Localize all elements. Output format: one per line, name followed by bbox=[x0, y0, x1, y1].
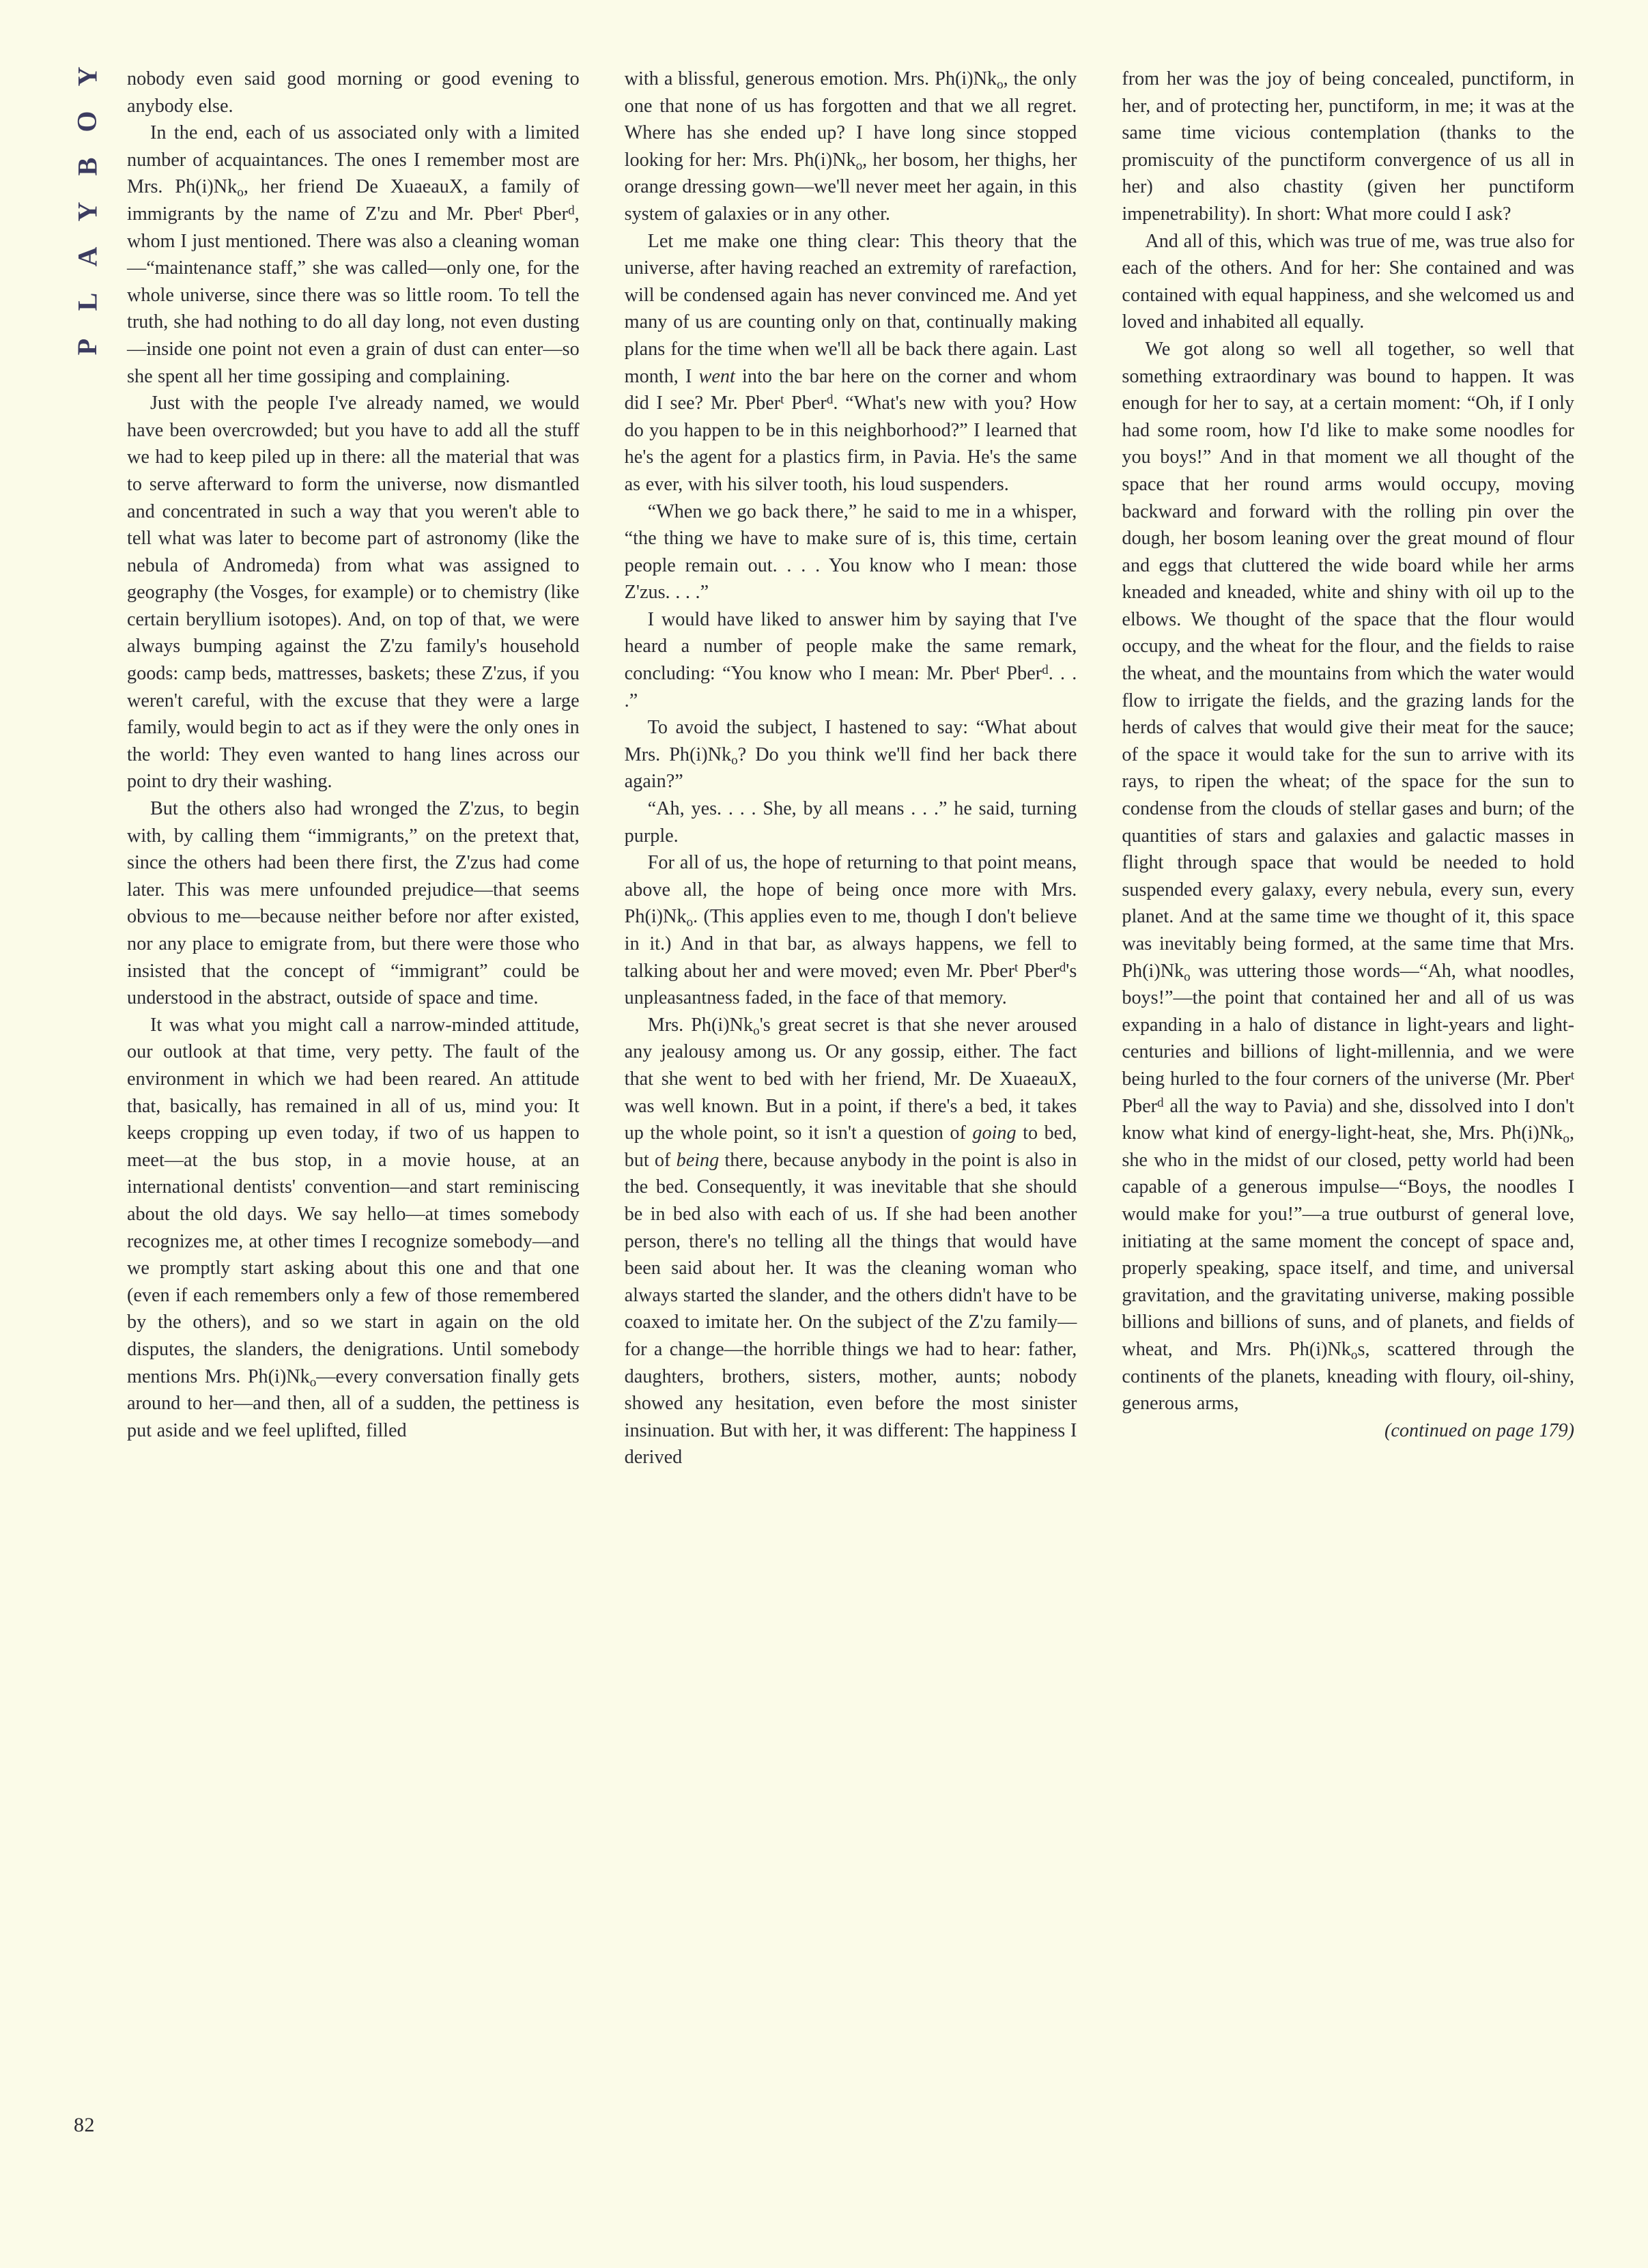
paragraph: And all of this, which was true of me, was true also for each of the others. And for her: She contained and was contained with equal happiness, and she welcomed us and loved and inhabited all equally. bbox=[1122, 230, 1575, 333]
text-column-3 bbox=[1122, 66, 1574, 2155]
playboy-masthead bbox=[66, 63, 109, 360]
masthead-letter-l: L bbox=[72, 292, 102, 311]
continued-on-page: (continued on page 179) bbox=[1384, 1419, 1575, 1441]
text-column-2 bbox=[625, 66, 1077, 2155]
masthead-letter-y1: Y bbox=[71, 201, 102, 222]
masthead-letter-p: P bbox=[72, 338, 102, 356]
paragraph: In the end, each of us associated only with a limited number of acquaintances. The ones I remember most are Mrs. $Ph(i)Nk_o$, her friend De XuaeauX, a family of immigrants by the name of Z'zu and Mr. Pber$^t$ Pber$^d$, whom I just mentioned. There was also a cleaning woman—“maintenance staff,” she was called—only one, for the whole universe, since there was so little room. To tell the truth, she had nothing to do all day long, not even dusting—inside one point not even a grain of dust can enter—so she spent all her time gossiping and complaining. bbox=[127, 122, 580, 387]
text-column-1 bbox=[127, 66, 580, 2155]
paragraph: Mrs. $Ph(i)Nk_o's$ great secret is that she never aroused any jealousy among us. Or any gossip, either. The fact that she went to bed with her friend, Mr. De XuaeauX, was well known. But in a point, if there's a bed, it takes up the whole point, so it isn't a question of going to bed, but of being there, because anybody in the point is also in the bed. Consequently, it was inevitable that she should be in bed also with each of us. If she had been another person, there's no telling all the things that would have been said about her. It was the cleaning woman who always started the slander, and the others didn't have to be coaxed to imitate her. On the subject of the Z'zu family—for a change—the horrible things we had to hear: father, daughters, brothers, sisters, mother, aunts; nobody showed any hesitation, even before the most sinister insinuation. But with her, it was different: The happiness I derived bbox=[624, 1014, 1077, 1469]
paragraph: from her was the joy of being concealed, punctiform, in her, and of protecting her, punctiform, in me; it was at the same time vicious contemplation (thanks to the promiscuity of the punctiform convergence of us all in her) and also chastity (given her punctiform impenetrability). In short: What more could I ask? bbox=[1122, 68, 1575, 225]
paragraph: For all of us, the hope of returning to that point means, above all, the hope of being once more with Mrs. $Ph(i)Nk_o$. (This applies even to me, though I don't believe in it.) And in that bar, as always happens, we fell to talking about her and were moved; even Mr. Pber$^t$ Pber$^d$'s unpleasantness faded, in the face of that memory. bbox=[624, 852, 1077, 1009]
masthead-letter-o: O bbox=[72, 111, 102, 132]
page-number: 82 bbox=[74, 2114, 95, 2136]
paragraph: Just with the people I've already named, we would have been overcrowded; but you have to add all the stuff we had to keep piled up in there: all the material that was to serve afterward to form the universe, now dismantled and concentrated in such a way that you weren't able to tell what was later to become part of astronomy (like the nebula of Andromeda) from what was assigned to geography (the Vosges, for example) or to chemistry (like certain beryllium isotopes). And, on top of that, we were always bumping against the Z'zu family's household goods: camp beds, mattresses, baskets; these Z'zus, if you weren't careful, with the excuse that they were a large family, would begin to act as if they were the only ones in the world: They even wanted to hang lines across our point to dry their washing. bbox=[127, 393, 580, 793]
paragraph: “When we go back there,” he said to me in a whisper, “the thing we have to make sure of is, this time, certain people remain out. . . . You know who I mean: those Z'zus. . . .” bbox=[624, 500, 1077, 604]
paragraph: Let me make one thing clear: This theory that the universe, after having reached an extremity of rarefaction, will be condensed again has never convinced me. And yet many of us are counting only on that, continually making plans for the time when we'll all be back there again. Last month, I went into the bar here on the corner and whom did I see? Mr. Pber$^t$ Pber$^d$. “What's new with you? How do you happen to be in this neighborhood?” I learned that he's the agent for a plastics firm, in Pavia. He's the same as ever, with his silver tooth, his loud suspenders. bbox=[624, 230, 1077, 495]
paragraph: with a blissful, generous emotion. Mrs. $Ph(i)Nk_o$, the only one that none of us has forgotten and that we all regret. Where has she ended up? I have long since stopped looking for her: Mrs. $Ph(i)Nk_o$, her bosom, her thighs, her orange dressing gown—we'll never meet her again, in this system of galaxies or in any other. bbox=[624, 68, 1077, 225]
paragraph: But the others also had wronged the Z'zus, to begin with, by calling them “immigrants,” on the pretext that, since the others had been there first, the Z'zus had come later. This was mere unfounded prejudice—that seems obvious to me—because neither before nor after existed, nor any place to emigrate from, but there were those who insisted that the concept of “immigrant” could be understood in the abstract, outside of space and time. bbox=[127, 798, 580, 1009]
paragraph: We got along so well all together, so well that something extraordinary was bound to happen. It was enough for her to say, at a certain moment: “Oh, if I only had some room, how I'd like to make some noodles for you boys!” And in that moment we all thought of the space that her round arms would occupy, moving backward and forward with the rolling pin over the dough, her bosom leaning over the great mound of flour and eggs that cluttered the wide board while her arms kneaded and kneaded, white and shiny with oil up to the elbows. We thought of the space that the flour would occupy, and the wheat for the flour, and the fields to raise the wheat, and the mountains from which the water would flow to irrigate the fields, and the grazing lands for the herds of calves that would give their meat for the sauce; of the space it would take for the sun to arrive with its rays, to ripen the wheat; of the space for the sun to condense from the clouds of stellar gases and burn; of the quantities of stars and galaxies and galactic masses in flight through space that would be needed to hold suspended every galaxy, every nebula, every sun, every planet. And at the same time we thought of it, this space was inevitably being formed, at the same time that Mrs. $Ph(i)Nk_o$ was uttering those words—“Ah, what noodles, boys!”—the point that contained her and all of us was expanding in a halo of distance in light-years and light-centuries and billions of light-millennia, and we were being hurled to the four corners of the universe (Mr. Pber$^t$ Pber$^d$ all the way to Pavia) and she, dissolved into I don't know what kind of energy-light-heat, she, Mrs. $Ph(i)Nk_o$, she who in the midst of our closed, petty world had been capable of a generous impulse—“Boys, the noodles I would make for you!”—a true outburst of general love, initiating at the same moment the concept of space and, properly speaking, space itself, and time, and universal gravitation, and the gravitating universe, making possible billions and billions of suns, and of planets, and fields of wheat, and Mrs. $Ph(i)Nk_os$, scattered through the continents of the planets, kneading with floury, oil-shiny, generous arms, bbox=[1122, 338, 1575, 1415]
article-body bbox=[127, 66, 1574, 2155]
paragraph: “Ah, yes. . . . She, by all means . . .” he said, turning purple. bbox=[624, 798, 1077, 847]
paragraph: nobody even said good morning or good evening to anybody else. bbox=[127, 68, 580, 117]
masthead-letter-a: A bbox=[71, 246, 102, 267]
paragraph: It was what you might call a narrow-minded attitude, our outlook at that time, very petty. The fault of the environment in which we had been reared. An attitude that, basically, has remained in all of us, mind you: It keeps cropping up even today, if two of us happen to meet—at the bus stop, in a movie house, at an international dentists' convention—and start reminiscing about the old days. We say hello—at times somebody recognizes me, at other times I recognize somebody—and we promptly start asking about this one and that one (even if each remembers only a few of those remembered by the others), and so we start in again on the old disputes, the slanders, the denigrations. Until somebody mentions Mrs. $Ph(i)Nk_o—every$ conversation finally gets around to her—and then, all of a sudden, the pettiness is put aside and we feel uplifted, filled bbox=[127, 1014, 580, 1441]
paragraph: I would have liked to answer him by saying that I've heard a number of people make the same remark, concluding: “You know who I mean: Mr. Pber$^t$ Pber$^d$. . . .” bbox=[624, 608, 1077, 711]
paragraph: To avoid the subject, I hastened to say: “What about Mrs. $Ph(i)Nk_o$? Do you think we'll find her back there again?” bbox=[624, 717, 1077, 793]
masthead-letter-y2: Y bbox=[71, 66, 102, 87]
masthead-letter-b: B bbox=[72, 157, 102, 176]
